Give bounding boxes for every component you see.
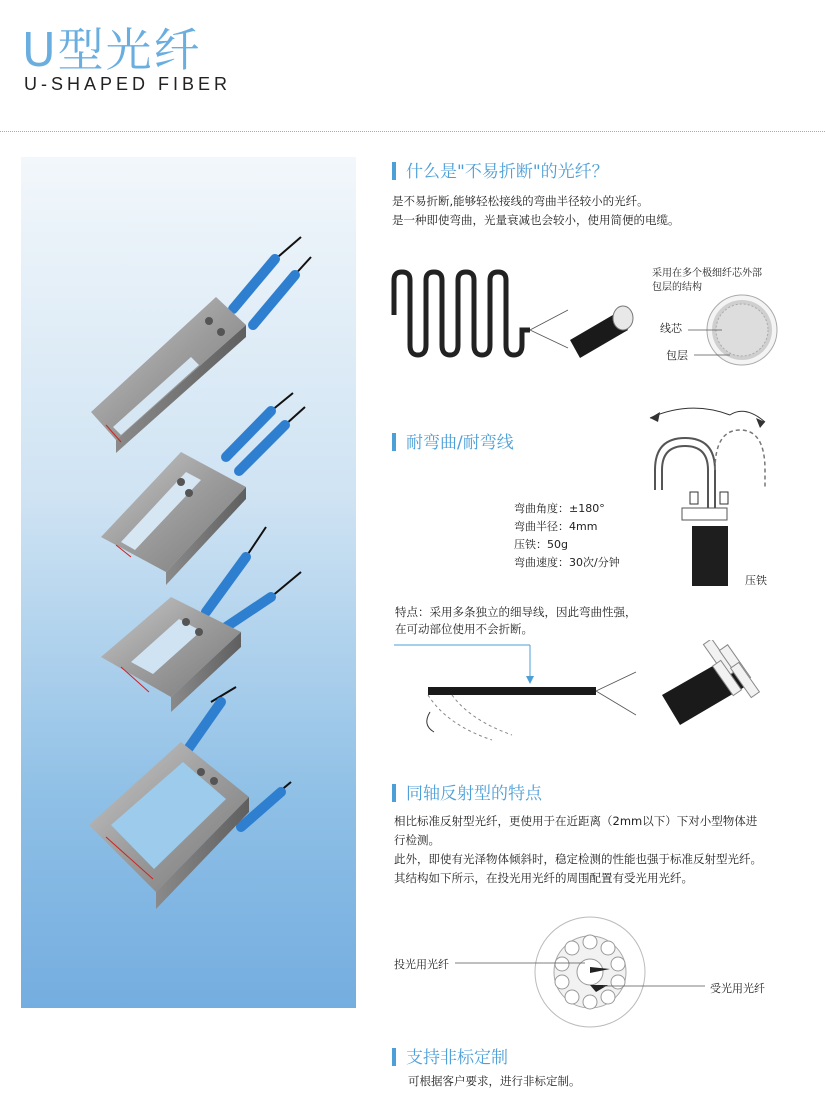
label-receive-fiber: 受光用光纤 <box>710 982 765 995</box>
u-fiber-sensor-3 <box>101 527 301 712</box>
bend-specs <box>514 500 620 572</box>
section-marker <box>392 1048 396 1066</box>
spec-line: 弯曲角度：±180° <box>514 502 605 515</box>
callout-line: 采用在多个极细纤芯外部 <box>652 268 762 279</box>
section-marker <box>392 784 396 802</box>
label-emit-fiber: 投光用光纤 <box>394 958 449 971</box>
text-line: 是不易折断,能够轻松接线的弯曲半径较小的光纤。 <box>392 194 649 208</box>
section-what-is-text <box>392 192 680 230</box>
text-line: 相比标准反射型光纤，更使用于在近距离（2mm以下）下对小型物体进 <box>394 814 758 828</box>
bend-feature <box>395 604 637 638</box>
multi-strand-diagram <box>392 640 792 760</box>
text-line: 其结构如下所示，在投光用光纤的周围配置有受光用光纤。 <box>394 871 693 885</box>
u-fiber-sensor-1 <box>91 237 311 453</box>
section-marker <box>392 162 396 180</box>
text-line: 是一种即使弯曲，光量衰减也会较小，使用简便的电缆。 <box>392 213 680 227</box>
page-title: U型光纤 <box>22 23 202 77</box>
text-line: 此外，即使有光泽物体倾斜时，稳定检测的性能也强于标准反射型光纤。 <box>394 852 762 866</box>
product-image-panel <box>21 157 356 1008</box>
coaxial-leader-lines <box>455 958 715 998</box>
u-fiber-sensor-4 <box>89 687 291 909</box>
page-subtitle: U-SHAPED FIBER <box>24 74 232 94</box>
section-title: 什么是"不易折断"的光纤？ <box>406 162 609 182</box>
section-title: 耐弯曲/耐弯线 <box>406 433 514 453</box>
section-title: 支持非标定制 <box>406 1048 508 1068</box>
structure-callout <box>652 267 762 295</box>
spec-line: 弯曲半径：4mm <box>514 520 598 533</box>
section-custom-text: 可根据客户要求，进行非标定制。 <box>408 1074 581 1088</box>
divider <box>0 131 825 132</box>
section-marker <box>392 433 396 451</box>
section-title: 同轴反射型的特点 <box>406 784 542 804</box>
label-core: 线芯 <box>660 322 682 335</box>
section-coaxial-heading <box>392 779 542 804</box>
section-bend-heading <box>392 428 514 453</box>
label-cladding: 包层 <box>666 349 688 362</box>
text-line: 行检测。 <box>394 833 440 847</box>
feature-line: 在可动部位使用不会折断。 <box>395 622 533 636</box>
feature-line: 特点：采用多条独立的细导线，因此弯曲性强， <box>395 605 637 619</box>
label-weight: 压铁 <box>745 574 767 587</box>
spec-line: 弯曲速度：30次/分钟 <box>514 556 620 569</box>
section-what-is-heading <box>392 157 609 182</box>
u-fiber-product-illustration <box>21 157 356 1008</box>
callout-line: 包层的结构 <box>652 282 702 293</box>
spec-line: 压铁：50g <box>514 538 568 551</box>
section-custom-heading <box>392 1043 508 1068</box>
bend-test-diagram <box>630 400 790 590</box>
section-coaxial-text <box>394 812 794 888</box>
